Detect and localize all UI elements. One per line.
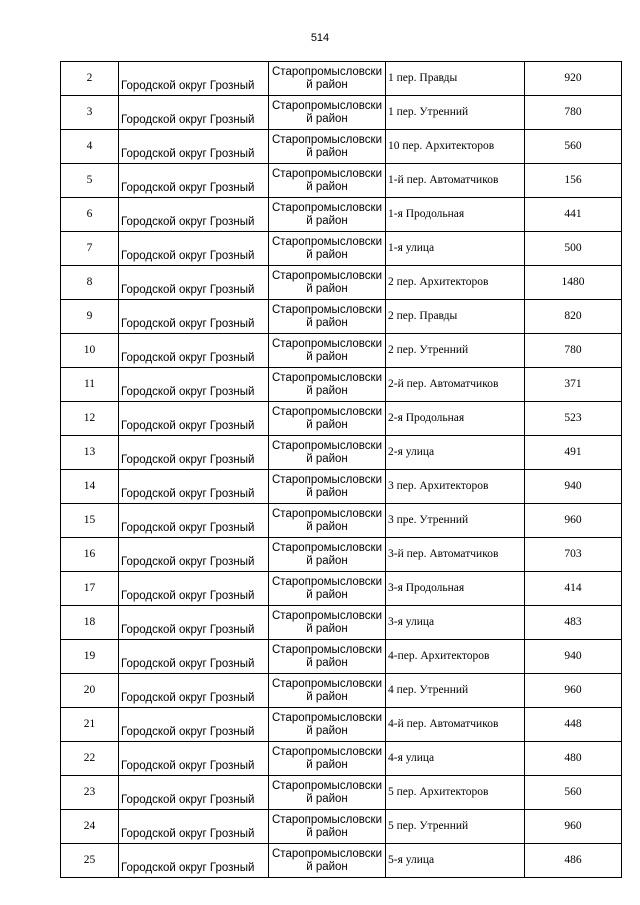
street-cell: 4 пер. Утренний (386, 674, 525, 708)
rayon-line-2: й район (306, 724, 348, 737)
value-cell: 560 (525, 130, 622, 164)
okrug-cell: Городской округ Грозный (119, 776, 269, 810)
rayon-line-1: Старопромысловски (272, 439, 382, 452)
table-row (61, 776, 622, 810)
value-cell: 780 (525, 96, 622, 130)
row-number-cell: 23 (61, 776, 119, 810)
value-cell: 560 (525, 776, 622, 810)
table-row (61, 62, 622, 96)
okrug-cell: Городской округ Грозный (119, 674, 269, 708)
okrug-cell: Городской округ Грозный (119, 402, 269, 436)
rayon-cell (269, 334, 386, 368)
value-cell: 156 (525, 164, 622, 198)
rayon-cell (269, 130, 386, 164)
rayon-line-1: Старопромысловски (272, 371, 382, 384)
street-cell: 3-я улица (386, 606, 525, 640)
row-number-cell: 9 (61, 300, 119, 334)
row-number-cell: 14 (61, 470, 119, 504)
rayon-line-1: Старопромысловски (272, 167, 382, 180)
rayon-line-1: Старопромысловски (272, 473, 382, 486)
row-number-cell: 3 (61, 96, 119, 130)
rayon-line-2: й район (306, 452, 348, 465)
rayon-cell (269, 266, 386, 300)
rayon-line-2: й район (306, 282, 348, 295)
rayon-line-1: Старопромысловски (272, 643, 382, 656)
rayon-cell (269, 844, 386, 878)
okrug-cell: Городской округ Грозный (119, 810, 269, 844)
table-row (61, 96, 622, 130)
street-cell: 1 пер. Правды (386, 62, 525, 96)
street-cell: 3 пер. Архитекторов (386, 470, 525, 504)
row-number-cell: 24 (61, 810, 119, 844)
table-row (61, 504, 622, 538)
okrug-cell: Городской округ Грозный (119, 198, 269, 232)
rayon-line-2: й район (306, 214, 348, 227)
rayon-line-1: Старопромысловски (272, 779, 382, 792)
rayon-line-2: й район (306, 248, 348, 261)
okrug-cell: Городской округ Грозный (119, 96, 269, 130)
value-cell: 441 (525, 198, 622, 232)
value-cell: 960 (525, 674, 622, 708)
rayon-cell (269, 368, 386, 402)
rayon-cell (269, 436, 386, 470)
table-row (61, 640, 622, 674)
rayon-line-2: й район (306, 758, 348, 771)
row-number-cell: 4 (61, 130, 119, 164)
value-cell: 703 (525, 538, 622, 572)
rayon-cell (269, 62, 386, 96)
okrug-cell: Городской округ Грозный (119, 334, 269, 368)
okrug-cell: Городской округ Грозный (119, 640, 269, 674)
rayon-line-2: й район (306, 350, 348, 363)
rayon-line-1: Старопромысловски (272, 711, 382, 724)
rayon-line-1: Старопромысловски (272, 303, 382, 316)
value-cell: 483 (525, 606, 622, 640)
rayon-line-1: Старопромысловски (272, 269, 382, 282)
table-row (61, 130, 622, 164)
row-number-cell: 7 (61, 232, 119, 266)
rayon-cell (269, 300, 386, 334)
rayon-line-1: Старопромысловски (272, 337, 382, 350)
table-row (61, 708, 622, 742)
rayon-line-1: Старопромысловски (272, 847, 382, 860)
street-cell: 2 пер. Архитекторов (386, 266, 525, 300)
okrug-cell: Городской округ Грозный (119, 572, 269, 606)
rayon-line-2: й район (306, 656, 348, 669)
okrug-cell: Городской округ Грозный (119, 844, 269, 878)
row-number-cell: 15 (61, 504, 119, 538)
street-cell: 2 пер. Правды (386, 300, 525, 334)
value-cell: 414 (525, 572, 622, 606)
value-cell: 940 (525, 640, 622, 674)
okrug-cell: Городской округ Грозный (119, 164, 269, 198)
rayon-cell (269, 708, 386, 742)
row-number-cell: 10 (61, 334, 119, 368)
table-row (61, 538, 622, 572)
rayon-line-2: й район (306, 112, 348, 125)
table-row (61, 470, 622, 504)
value-cell: 371 (525, 368, 622, 402)
street-cell: 2-й пер. Автоматчиков (386, 368, 525, 402)
row-number-cell: 18 (61, 606, 119, 640)
street-cell: 5 пер. Архитекторов (386, 776, 525, 810)
okrug-cell: Городской округ Грозный (119, 470, 269, 504)
rayon-line-1: Старопромысловски (272, 575, 382, 588)
table-row (61, 572, 622, 606)
okrug-cell: Городской округ Грозный (119, 300, 269, 334)
okrug-cell: Городской округ Грозный (119, 62, 269, 96)
rayon-cell (269, 640, 386, 674)
okrug-cell: Городской округ Грозный (119, 232, 269, 266)
table-row (61, 300, 622, 334)
value-cell: 960 (525, 810, 622, 844)
street-cell: 3-я Продольная (386, 572, 525, 606)
table-row (61, 198, 622, 232)
row-number-cell: 11 (61, 368, 119, 402)
rayon-line-2: й район (306, 486, 348, 499)
value-cell: 780 (525, 334, 622, 368)
streets-table (60, 61, 622, 878)
okrug-cell: Городской округ Грозный (119, 538, 269, 572)
street-cell: 4-я улица (386, 742, 525, 776)
table-row (61, 266, 622, 300)
rayon-line-2: й район (306, 860, 348, 873)
rayon-cell (269, 776, 386, 810)
value-cell: 1480 (525, 266, 622, 300)
table-row (61, 164, 622, 198)
rayon-cell (269, 674, 386, 708)
table-body (61, 62, 622, 878)
rayon-line-2: й район (306, 146, 348, 159)
rayon-line-1: Старопромысловски (272, 201, 382, 214)
rayon-cell (269, 504, 386, 538)
okrug-cell: Городской округ Грозный (119, 436, 269, 470)
rayon-line-2: й район (306, 418, 348, 431)
row-number-cell: 20 (61, 674, 119, 708)
table-row (61, 844, 622, 878)
table-row (61, 436, 622, 470)
rayon-line-1: Старопромысловски (272, 405, 382, 418)
rayon-line-2: й район (306, 588, 348, 601)
rayon-line-1: Старопромысловски (272, 609, 382, 622)
rayon-cell (269, 470, 386, 504)
rayon-line-2: й район (306, 384, 348, 397)
row-number-cell: 21 (61, 708, 119, 742)
street-cell: 10 пер. Архитекторов (386, 130, 525, 164)
row-number-cell: 6 (61, 198, 119, 232)
rayon-line-2: й район (306, 792, 348, 805)
street-cell: 1-я Продольная (386, 198, 525, 232)
okrug-cell: Городской округ Грозный (119, 368, 269, 402)
value-cell: 448 (525, 708, 622, 742)
street-cell: 5-я улица (386, 844, 525, 878)
table-row (61, 368, 622, 402)
rayon-line-1: Старопромысловски (272, 65, 382, 78)
street-cell: 1-й пер. Автоматчиков (386, 164, 525, 198)
row-number-cell: 5 (61, 164, 119, 198)
rayon-line-1: Старопромысловски (272, 677, 382, 690)
row-number-cell: 2 (61, 62, 119, 96)
street-cell: 2-я Продольная (386, 402, 525, 436)
rayon-cell (269, 810, 386, 844)
rayon-cell (269, 96, 386, 130)
value-cell: 486 (525, 844, 622, 878)
table-row (61, 232, 622, 266)
rayon-cell (269, 232, 386, 266)
value-cell: 940 (525, 470, 622, 504)
rayon-line-1: Старопромысловски (272, 133, 382, 146)
row-number-cell: 16 (61, 538, 119, 572)
rayon-cell (269, 606, 386, 640)
rayon-line-2: й район (306, 520, 348, 533)
row-number-cell: 25 (61, 844, 119, 878)
row-number-cell: 17 (61, 572, 119, 606)
rayon-line-2: й район (306, 554, 348, 567)
okrug-cell: Городской округ Грозный (119, 504, 269, 538)
rayon-cell (269, 164, 386, 198)
street-cell: 1 пер. Утренний (386, 96, 525, 130)
okrug-cell: Городской округ Грозный (119, 742, 269, 776)
rayon-line-1: Старопромысловски (272, 99, 382, 112)
table-row (61, 606, 622, 640)
row-number-cell: 22 (61, 742, 119, 776)
page-number: 514 (310, 32, 330, 44)
rayon-line-1: Старопромысловски (272, 235, 382, 248)
value-cell: 920 (525, 62, 622, 96)
okrug-cell: Городской округ Грозный (119, 130, 269, 164)
rayon-line-2: й район (306, 826, 348, 839)
street-cell: 3-й пер. Автоматчиков (386, 538, 525, 572)
rayon-cell (269, 572, 386, 606)
rayon-line-1: Старопромысловски (272, 541, 382, 554)
rayon-line-2: й район (306, 78, 348, 91)
rayon-line-2: й район (306, 180, 348, 193)
street-cell: 5 пер. Утренний (386, 810, 525, 844)
street-cell: 1-я улица (386, 232, 525, 266)
okrug-cell: Городской округ Грозный (119, 606, 269, 640)
row-number-cell: 13 (61, 436, 119, 470)
rayon-cell (269, 198, 386, 232)
row-number-cell: 19 (61, 640, 119, 674)
street-cell: 2 пер. Утренний (386, 334, 525, 368)
rayon-line-2: й район (306, 316, 348, 329)
row-number-cell: 12 (61, 402, 119, 436)
rayon-cell (269, 538, 386, 572)
table-row (61, 742, 622, 776)
rayon-line-1: Старопромысловски (272, 813, 382, 826)
rayon-line-1: Старопромысловски (272, 745, 382, 758)
value-cell: 960 (525, 504, 622, 538)
value-cell: 491 (525, 436, 622, 470)
okrug-cell: Городской округ Грозный (119, 266, 269, 300)
rayon-line-1: Старопромысловски (272, 507, 382, 520)
rayon-line-2: й район (306, 622, 348, 635)
table-row (61, 674, 622, 708)
table-row (61, 810, 622, 844)
street-cell: 4-й пер. Автоматчиков (386, 708, 525, 742)
value-cell: 523 (525, 402, 622, 436)
value-cell: 480 (525, 742, 622, 776)
table-row (61, 402, 622, 436)
table-row (61, 334, 622, 368)
row-number-cell: 8 (61, 266, 119, 300)
value-cell: 500 (525, 232, 622, 266)
street-cell: 3 пре. Утренний (386, 504, 525, 538)
value-cell: 820 (525, 300, 622, 334)
rayon-line-2: й район (306, 690, 348, 703)
okrug-cell: Городской округ Грозный (119, 708, 269, 742)
street-cell: 4-пер. Архитекторов (386, 640, 525, 674)
rayon-cell (269, 402, 386, 436)
rayon-cell (269, 742, 386, 776)
street-cell: 2-я улица (386, 436, 525, 470)
